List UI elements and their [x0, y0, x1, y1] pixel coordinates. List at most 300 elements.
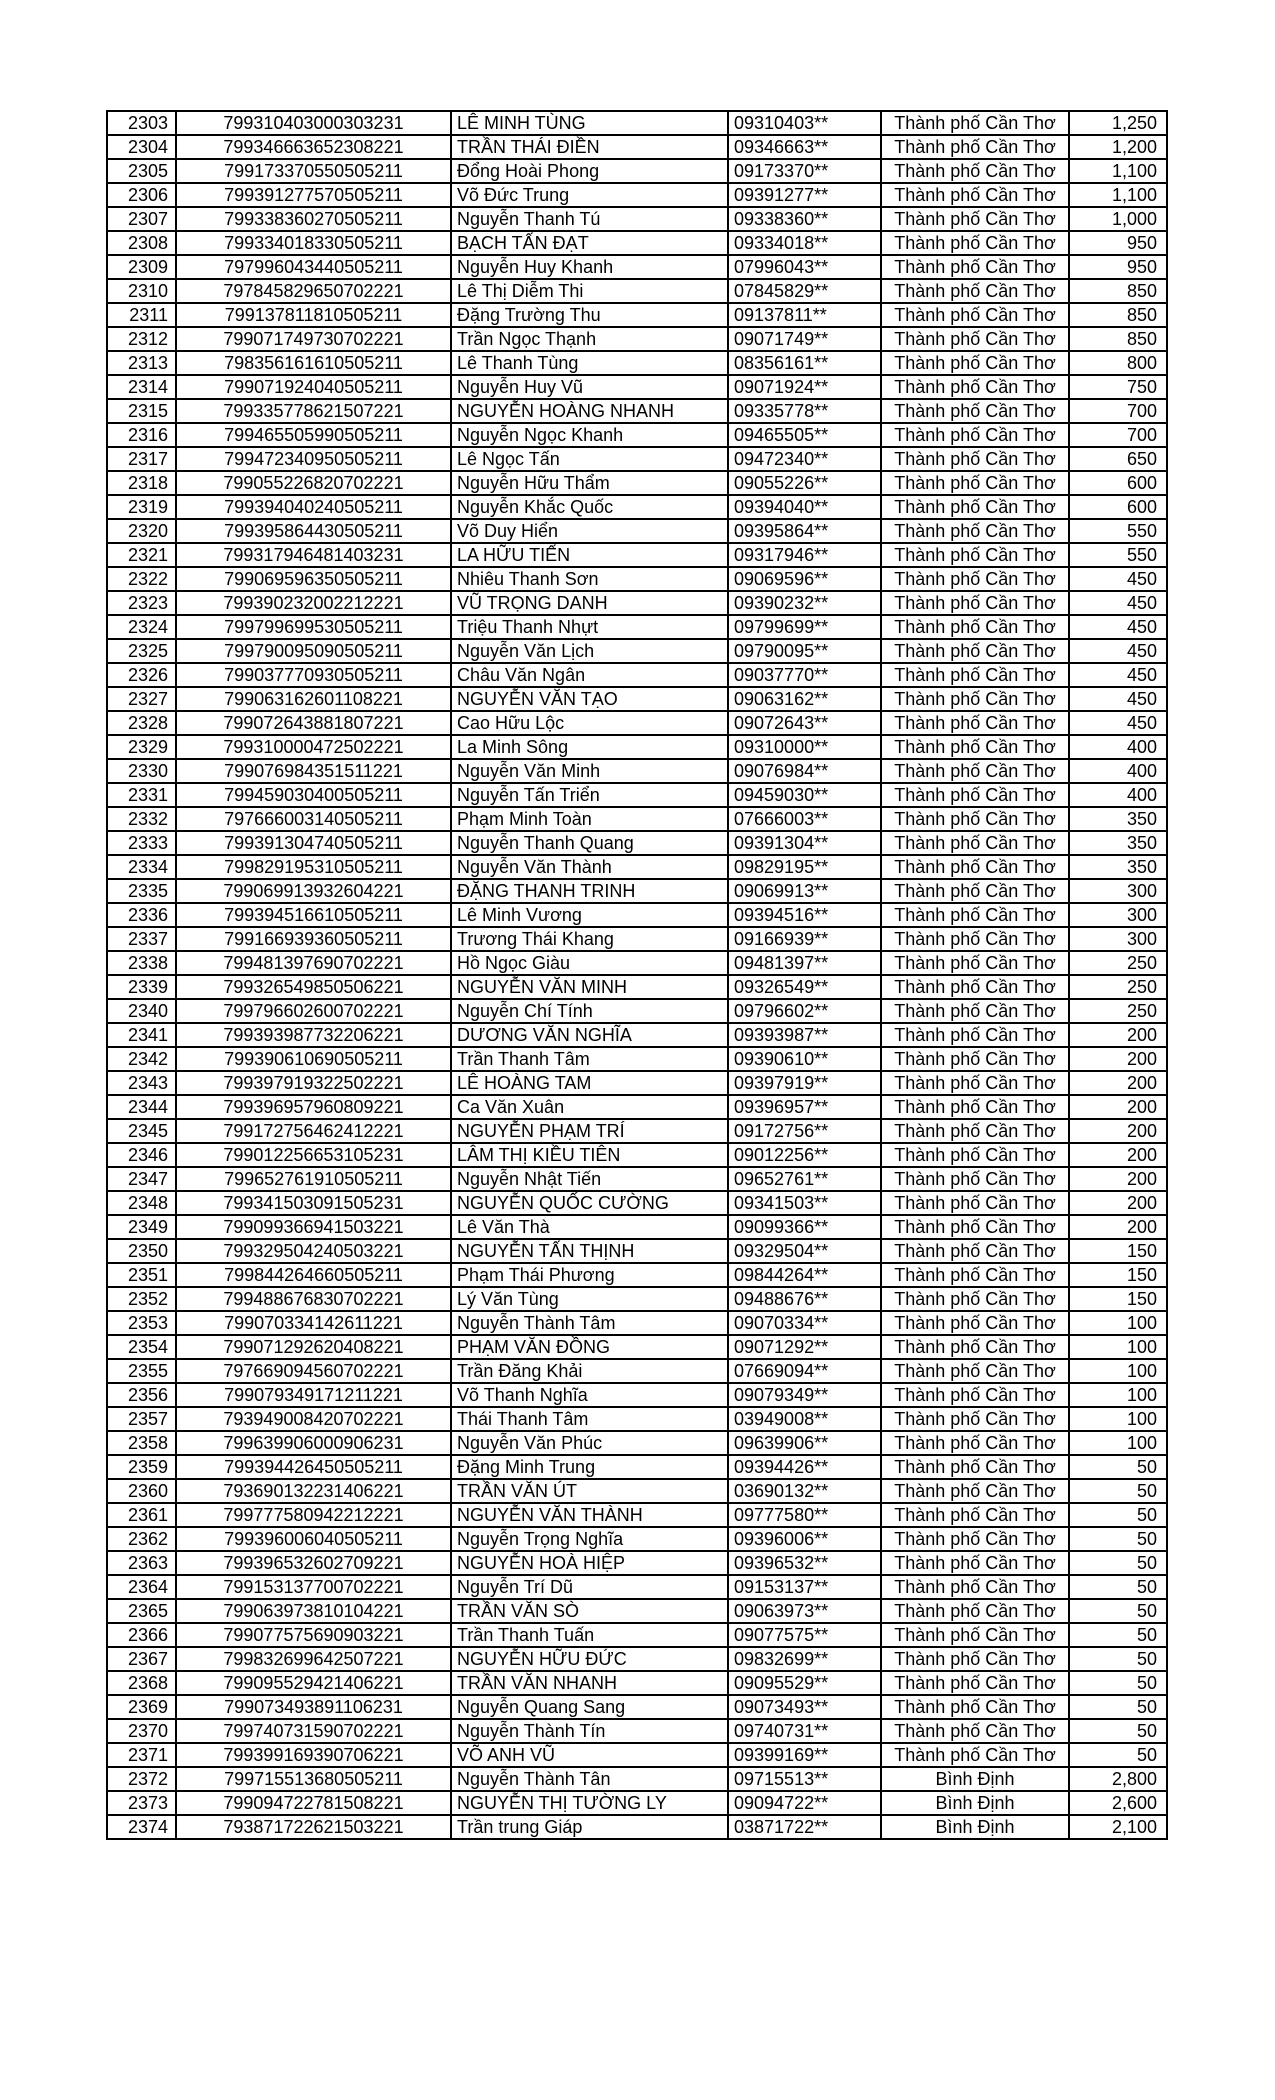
- cell-name: Nguyễn Văn Minh: [451, 759, 728, 783]
- cell-phone-masked: 03871722**: [728, 1815, 881, 1839]
- cell-index: 2359: [107, 1455, 176, 1479]
- cell-index: 2307: [107, 207, 176, 231]
- cell-province: Thành phố Cần Thơ: [881, 231, 1069, 255]
- cell-index: 2373: [107, 1791, 176, 1815]
- cell-amount: 50: [1069, 1551, 1167, 1575]
- cell-index: 2371: [107, 1743, 176, 1767]
- cell-index: 2344: [107, 1095, 176, 1119]
- cell-amount: 200: [1069, 1191, 1167, 1215]
- cell-phone-masked: 09071292**: [728, 1335, 881, 1359]
- cell-name: Lê Văn Thà: [451, 1215, 728, 1239]
- cell-province: Thành phố Cần Thơ: [881, 279, 1069, 303]
- table-row: [107, 1215, 1167, 1239]
- cell-index: 2310: [107, 279, 176, 303]
- beneficiary-table: [106, 110, 1168, 1840]
- cell-id-number: 799396006040505211: [176, 1527, 451, 1551]
- cell-phone-masked: 09393987**: [728, 1023, 881, 1047]
- cell-province: Thành phố Cần Thơ: [881, 783, 1069, 807]
- cell-index: 2309: [107, 255, 176, 279]
- cell-name: NGUYỄN QUỐC CƯỜNG: [451, 1191, 728, 1215]
- table-row: [107, 591, 1167, 615]
- table-row: [107, 351, 1167, 375]
- cell-amount: 150: [1069, 1263, 1167, 1287]
- cell-amount: 850: [1069, 327, 1167, 351]
- cell-id-number: 799072643881807221: [176, 711, 451, 735]
- cell-index: 2342: [107, 1047, 176, 1071]
- cell-phone-masked: 09055226**: [728, 471, 881, 495]
- table-row: [107, 135, 1167, 159]
- cell-phone-masked: 07669094**: [728, 1359, 881, 1383]
- cell-phone-masked: 09481397**: [728, 951, 881, 975]
- table-row: [107, 975, 1167, 999]
- cell-amount: 200: [1069, 1167, 1167, 1191]
- table-row: [107, 1599, 1167, 1623]
- cell-name: Lê Ngọc Tấn: [451, 447, 728, 471]
- cell-name: TRẦN VĂN NHANH: [451, 1671, 728, 1695]
- cell-index: 2325: [107, 639, 176, 663]
- table-row: [107, 447, 1167, 471]
- cell-name: Nguyễn Thành Tín: [451, 1719, 728, 1743]
- cell-index: 2331: [107, 783, 176, 807]
- cell-name: VŨ TRỌNG DANH: [451, 591, 728, 615]
- cell-phone-masked: 09390232**: [728, 591, 881, 615]
- cell-id-number: 798356161610505211: [176, 351, 451, 375]
- cell-index: 2340: [107, 999, 176, 1023]
- table-row: [107, 159, 1167, 183]
- cell-id-number: 799394516610505211: [176, 903, 451, 927]
- cell-id-number: 799335778621507221: [176, 399, 451, 423]
- cell-index: 2347: [107, 1167, 176, 1191]
- cell-index: 2315: [107, 399, 176, 423]
- cell-name: Trần Đăng Khải: [451, 1359, 728, 1383]
- cell-province: Thành phố Cần Thơ: [881, 1527, 1069, 1551]
- cell-name: Trương Thái Khang: [451, 927, 728, 951]
- cell-amount: 50: [1069, 1623, 1167, 1647]
- cell-province: Thành phố Cần Thơ: [881, 1431, 1069, 1455]
- cell-amount: 550: [1069, 519, 1167, 543]
- cell-name: Nguyễn Văn Lịch: [451, 639, 728, 663]
- cell-index: 2357: [107, 1407, 176, 1431]
- cell-id-number: 799071924040505211: [176, 375, 451, 399]
- table-row: [107, 255, 1167, 279]
- cell-phone-masked: 09317946**: [728, 543, 881, 567]
- cell-amount: 750: [1069, 375, 1167, 399]
- cell-province: Thành phố Cần Thơ: [881, 111, 1069, 135]
- cell-phone-masked: 09335778**: [728, 399, 881, 423]
- cell-index: 2329: [107, 735, 176, 759]
- cell-province: Bình Định: [881, 1791, 1069, 1815]
- table-row: [107, 1239, 1167, 1263]
- cell-id-number: 799063162601108221: [176, 687, 451, 711]
- cell-name: LA HỮU TIẾN: [451, 543, 728, 567]
- cell-province: Thành phố Cần Thơ: [881, 1143, 1069, 1167]
- beneficiary-table-body: [107, 111, 1167, 1839]
- cell-id-number: 793949008420702221: [176, 1407, 451, 1431]
- cell-amount: 2,100: [1069, 1815, 1167, 1839]
- cell-amount: 700: [1069, 399, 1167, 423]
- cell-phone-masked: 09037770**: [728, 663, 881, 687]
- cell-index: 2311: [107, 303, 176, 327]
- cell-amount: 50: [1069, 1743, 1167, 1767]
- cell-amount: 1,000: [1069, 207, 1167, 231]
- table-row: [107, 1431, 1167, 1455]
- cell-name: NGUYỄN VĂN TẠO: [451, 687, 728, 711]
- cell-index: 2365: [107, 1599, 176, 1623]
- cell-index: 2358: [107, 1431, 176, 1455]
- cell-amount: 550: [1069, 543, 1167, 567]
- table-row: [107, 663, 1167, 687]
- cell-province: Thành phố Cần Thơ: [881, 1191, 1069, 1215]
- cell-id-number: 799832699642507221: [176, 1647, 451, 1671]
- cell-province: Thành phố Cần Thơ: [881, 519, 1069, 543]
- cell-index: 2303: [107, 111, 176, 135]
- cell-name: Nguyễn Thanh Tú: [451, 207, 728, 231]
- cell-id-number: 799334018330505211: [176, 231, 451, 255]
- cell-index: 2323: [107, 591, 176, 615]
- table-row: [107, 1359, 1167, 1383]
- cell-amount: 200: [1069, 1095, 1167, 1119]
- cell-id-number: 799829195310505211: [176, 855, 451, 879]
- cell-province: Thành phố Cần Thơ: [881, 1335, 1069, 1359]
- cell-id-number: 797845829650702221: [176, 279, 451, 303]
- table-row: [107, 1671, 1167, 1695]
- cell-amount: 350: [1069, 855, 1167, 879]
- cell-name: Trần trung Giáp: [451, 1815, 728, 1839]
- cell-phone-masked: 09394040**: [728, 495, 881, 519]
- cell-id-number: 799341503091505231: [176, 1191, 451, 1215]
- cell-phone-masked: 09346663**: [728, 135, 881, 159]
- cell-name: NGUYỄN PHẠM TRÍ: [451, 1119, 728, 1143]
- cell-province: Thành phố Cần Thơ: [881, 855, 1069, 879]
- cell-province: Thành phố Cần Thơ: [881, 1671, 1069, 1695]
- cell-name: NGUYỄN VĂN MINH: [451, 975, 728, 999]
- table-row: [107, 1287, 1167, 1311]
- cell-amount: 250: [1069, 951, 1167, 975]
- table-row: [107, 303, 1167, 327]
- cell-amount: 200: [1069, 1023, 1167, 1047]
- cell-id-number: 799391277570505211: [176, 183, 451, 207]
- table-row: [107, 1383, 1167, 1407]
- cell-province: Thành phố Cần Thơ: [881, 879, 1069, 903]
- cell-phone-masked: 09399169**: [728, 1743, 881, 1767]
- table-row: [107, 735, 1167, 759]
- table-row: [107, 1023, 1167, 1047]
- cell-id-number: 799037770930505211: [176, 663, 451, 687]
- cell-index: 2366: [107, 1623, 176, 1647]
- table-row: [107, 1455, 1167, 1479]
- cell-index: 2351: [107, 1263, 176, 1287]
- cell-name: Trần Thanh Tâm: [451, 1047, 728, 1071]
- cell-province: Thành phố Cần Thơ: [881, 399, 1069, 423]
- cell-id-number: 799071749730702221: [176, 327, 451, 351]
- cell-name: Nguyễn Tấn Triển: [451, 783, 728, 807]
- cell-index: 2364: [107, 1575, 176, 1599]
- cell-name: Lê Thanh Tùng: [451, 351, 728, 375]
- cell-index: 2346: [107, 1143, 176, 1167]
- cell-name: Nguyễn Hữu Thẩm: [451, 471, 728, 495]
- cell-name: NGUYỄN THỊ TƯỜNG LY: [451, 1791, 728, 1815]
- table-row: [107, 1191, 1167, 1215]
- cell-amount: 50: [1069, 1503, 1167, 1527]
- cell-province: Thành phố Cần Thơ: [881, 1239, 1069, 1263]
- cell-id-number: 793871722621503221: [176, 1815, 451, 1839]
- table-row: [107, 327, 1167, 351]
- cell-phone-masked: 09472340**: [728, 447, 881, 471]
- cell-name: Nguyễn Quang Sang: [451, 1695, 728, 1719]
- cell-phone-masked: 09777580**: [728, 1503, 881, 1527]
- cell-id-number: 799077575690903221: [176, 1623, 451, 1647]
- cell-id-number: 799099366941503221: [176, 1215, 451, 1239]
- cell-id-number: 797669094560702221: [176, 1359, 451, 1383]
- cell-id-number: 799071292620408221: [176, 1335, 451, 1359]
- cell-id-number: 799310000472502221: [176, 735, 451, 759]
- cell-phone-masked: 09390610**: [728, 1047, 881, 1071]
- cell-index: 2308: [107, 231, 176, 255]
- cell-province: Thành phố Cần Thơ: [881, 927, 1069, 951]
- cell-name: TRẦN VĂN SÒ: [451, 1599, 728, 1623]
- cell-amount: 400: [1069, 735, 1167, 759]
- cell-phone-masked: 09790095**: [728, 639, 881, 663]
- cell-amount: 200: [1069, 1143, 1167, 1167]
- table-row: [107, 207, 1167, 231]
- cell-index: 2333: [107, 831, 176, 855]
- cell-province: Thành phố Cần Thơ: [881, 351, 1069, 375]
- cell-phone-masked: 09137811**: [728, 303, 881, 327]
- cell-amount: 400: [1069, 759, 1167, 783]
- table-row: [107, 711, 1167, 735]
- table-row: [107, 1095, 1167, 1119]
- cell-id-number: 799459030400505211: [176, 783, 451, 807]
- cell-id-number: 799397919322502221: [176, 1071, 451, 1095]
- cell-id-number: 799395864430505211: [176, 519, 451, 543]
- cell-name: Võ Duy Hiển: [451, 519, 728, 543]
- cell-amount: 1,100: [1069, 159, 1167, 183]
- cell-phone-masked: 09334018**: [728, 231, 881, 255]
- cell-phone-masked: 09341503**: [728, 1191, 881, 1215]
- table-row: [107, 1695, 1167, 1719]
- cell-id-number: 799166939360505211: [176, 927, 451, 951]
- cell-amount: 50: [1069, 1575, 1167, 1599]
- cell-province: Thành phố Cần Thơ: [881, 135, 1069, 159]
- cell-phone-masked: 09069596**: [728, 567, 881, 591]
- cell-id-number: 799137811810505211: [176, 303, 451, 327]
- cell-amount: 850: [1069, 279, 1167, 303]
- cell-phone-masked: 09796602**: [728, 999, 881, 1023]
- cell-province: Thành phố Cần Thơ: [881, 423, 1069, 447]
- cell-index: 2304: [107, 135, 176, 159]
- cell-phone-masked: 09395864**: [728, 519, 881, 543]
- cell-name: Trần Ngọc Thạnh: [451, 327, 728, 351]
- cell-index: 2353: [107, 1311, 176, 1335]
- table-row: [107, 999, 1167, 1023]
- cell-province: Thành phố Cần Thơ: [881, 471, 1069, 495]
- cell-amount: 450: [1069, 567, 1167, 591]
- cell-phone-masked: 09153137**: [728, 1575, 881, 1599]
- cell-name: LÊ HOÀNG TAM: [451, 1071, 728, 1095]
- cell-amount: 50: [1069, 1647, 1167, 1671]
- cell-index: 2306: [107, 183, 176, 207]
- cell-index: 2361: [107, 1503, 176, 1527]
- cell-amount: 450: [1069, 663, 1167, 687]
- cell-amount: 100: [1069, 1335, 1167, 1359]
- cell-index: 2316: [107, 423, 176, 447]
- cell-index: 2324: [107, 615, 176, 639]
- cell-index: 2349: [107, 1215, 176, 1239]
- cell-name: Nguyễn Văn Phúc: [451, 1431, 728, 1455]
- cell-id-number: 799390232002212221: [176, 591, 451, 615]
- cell-index: 2369: [107, 1695, 176, 1719]
- cell-id-number: 799488676830702221: [176, 1287, 451, 1311]
- cell-index: 2345: [107, 1119, 176, 1143]
- table-row: [107, 1479, 1167, 1503]
- cell-province: Thành phố Cần Thơ: [881, 1479, 1069, 1503]
- cell-province: Thành phố Cần Thơ: [881, 1743, 1069, 1767]
- cell-phone-masked: 09844264**: [728, 1263, 881, 1287]
- cell-name: Ca Văn Xuân: [451, 1095, 728, 1119]
- cell-name: Nguyễn Trí Dũ: [451, 1575, 728, 1599]
- cell-id-number: 799844264660505211: [176, 1263, 451, 1287]
- cell-id-number: 799715513680505211: [176, 1767, 451, 1791]
- cell-id-number: 799069596350505211: [176, 567, 451, 591]
- cell-phone-masked: 09832699**: [728, 1647, 881, 1671]
- cell-province: Thành phố Cần Thơ: [881, 1215, 1069, 1239]
- table-row: [107, 375, 1167, 399]
- cell-province: Thành phố Cần Thơ: [881, 1719, 1069, 1743]
- table-row: [107, 1119, 1167, 1143]
- cell-id-number: 799076984351511221: [176, 759, 451, 783]
- cell-phone-masked: 09329504**: [728, 1239, 881, 1263]
- cell-index: 2314: [107, 375, 176, 399]
- cell-amount: 50: [1069, 1719, 1167, 1743]
- cell-name: Trần Thanh Tuấn: [451, 1623, 728, 1647]
- cell-phone-masked: 09465505**: [728, 423, 881, 447]
- cell-name: Võ Thanh Nghĩa: [451, 1383, 728, 1407]
- table-row: [107, 279, 1167, 303]
- table-row: [107, 1743, 1167, 1767]
- cell-province: Thành phố Cần Thơ: [881, 495, 1069, 519]
- cell-phone-masked: 09652761**: [728, 1167, 881, 1191]
- cell-index: 2352: [107, 1287, 176, 1311]
- cell-id-number: 799055226820702221: [176, 471, 451, 495]
- cell-phone-masked: 09073493**: [728, 1695, 881, 1719]
- table-row: [107, 903, 1167, 927]
- cell-index: 2348: [107, 1191, 176, 1215]
- cell-phone-masked: 09071749**: [728, 327, 881, 351]
- cell-name: NGUYỄN VĂN THÀNH: [451, 1503, 728, 1527]
- cell-id-number: 799777580942212221: [176, 1503, 451, 1527]
- cell-name: Đặng Trường Thu: [451, 303, 728, 327]
- cell-province: Thành phố Cần Thơ: [881, 831, 1069, 855]
- table-row: [107, 951, 1167, 975]
- cell-name: Cao Hữu Lộc: [451, 711, 728, 735]
- cell-province: Thành phố Cần Thơ: [881, 663, 1069, 687]
- cell-name: Nguyễn Chí Tính: [451, 999, 728, 1023]
- cell-id-number: 799740731590702221: [176, 1719, 451, 1743]
- cell-province: Thành phố Cần Thơ: [881, 447, 1069, 471]
- table-row: [107, 759, 1167, 783]
- cell-id-number: 799796602600702221: [176, 999, 451, 1023]
- cell-id-number: 799393987732206221: [176, 1023, 451, 1047]
- cell-phone-masked: 09070334**: [728, 1311, 881, 1335]
- cell-amount: 800: [1069, 351, 1167, 375]
- cell-amount: 1,100: [1069, 183, 1167, 207]
- table-row: [107, 1071, 1167, 1095]
- table-row: [107, 231, 1167, 255]
- cell-amount: 450: [1069, 639, 1167, 663]
- cell-id-number: 799346663652308221: [176, 135, 451, 159]
- cell-province: Thành phố Cần Thơ: [881, 159, 1069, 183]
- cell-name: Lê Thị Diễm Thi: [451, 279, 728, 303]
- cell-phone-masked: 07996043**: [728, 255, 881, 279]
- cell-name: DƯƠNG VĂN NGHĨA: [451, 1023, 728, 1047]
- cell-index: 2367: [107, 1647, 176, 1671]
- cell-index: 2374: [107, 1815, 176, 1839]
- cell-name: Nguyễn Nhật Tiến: [451, 1167, 728, 1191]
- cell-amount: 250: [1069, 999, 1167, 1023]
- cell-amount: 600: [1069, 471, 1167, 495]
- cell-name: Đổng Hoài Phong: [451, 159, 728, 183]
- cell-phone-masked: 09394426**: [728, 1455, 881, 1479]
- cell-id-number: 799070334142611221: [176, 1311, 451, 1335]
- cell-name: Châu Văn Ngân: [451, 663, 728, 687]
- cell-phone-masked: 09310403**: [728, 111, 881, 135]
- cell-amount: 1,250: [1069, 111, 1167, 135]
- cell-amount: 450: [1069, 711, 1167, 735]
- cell-province: Thành phố Cần Thơ: [881, 1575, 1069, 1599]
- cell-phone-masked: 09829195**: [728, 855, 881, 879]
- cell-phone-masked: 09173370**: [728, 159, 881, 183]
- cell-index: 2332: [107, 807, 176, 831]
- table-row: [107, 639, 1167, 663]
- cell-index: 2322: [107, 567, 176, 591]
- cell-province: Thành phố Cần Thơ: [881, 1023, 1069, 1047]
- cell-province: Thành phố Cần Thơ: [881, 975, 1069, 999]
- cell-amount: 100: [1069, 1431, 1167, 1455]
- cell-index: 2305: [107, 159, 176, 183]
- cell-province: Thành phố Cần Thơ: [881, 759, 1069, 783]
- table-row: [107, 1791, 1167, 1815]
- cell-name: ĐẶNG THANH TRINH: [451, 879, 728, 903]
- cell-name: Nguyễn Văn Thành: [451, 855, 728, 879]
- cell-amount: 450: [1069, 687, 1167, 711]
- cell-id-number: 799153137700702221: [176, 1575, 451, 1599]
- cell-index: 2327: [107, 687, 176, 711]
- table-row: [107, 183, 1167, 207]
- cell-phone-masked: 07845829**: [728, 279, 881, 303]
- cell-id-number: 799063973810104221: [176, 1599, 451, 1623]
- cell-phone-masked: 09077575**: [728, 1623, 881, 1647]
- cell-phone-masked: 09338360**: [728, 207, 881, 231]
- cell-amount: 200: [1069, 1215, 1167, 1239]
- table-row: [107, 1767, 1167, 1791]
- cell-province: Thành phố Cần Thơ: [881, 1287, 1069, 1311]
- cell-id-number: 799465505990505211: [176, 423, 451, 447]
- cell-province: Thành phố Cần Thơ: [881, 1695, 1069, 1719]
- cell-amount: 100: [1069, 1407, 1167, 1431]
- table-row: [107, 831, 1167, 855]
- cell-province: Thành phố Cần Thơ: [881, 1119, 1069, 1143]
- table-row: [107, 1335, 1167, 1359]
- cell-province: Thành phố Cần Thơ: [881, 1167, 1069, 1191]
- cell-amount: 200: [1069, 1071, 1167, 1095]
- cell-province: Thành phố Cần Thơ: [881, 1311, 1069, 1335]
- cell-index: 2343: [107, 1071, 176, 1095]
- table-row: [107, 1503, 1167, 1527]
- cell-province: Thành phố Cần Thơ: [881, 327, 1069, 351]
- cell-amount: 50: [1069, 1455, 1167, 1479]
- cell-id-number: 799172756462412221: [176, 1119, 451, 1143]
- table-row: [107, 471, 1167, 495]
